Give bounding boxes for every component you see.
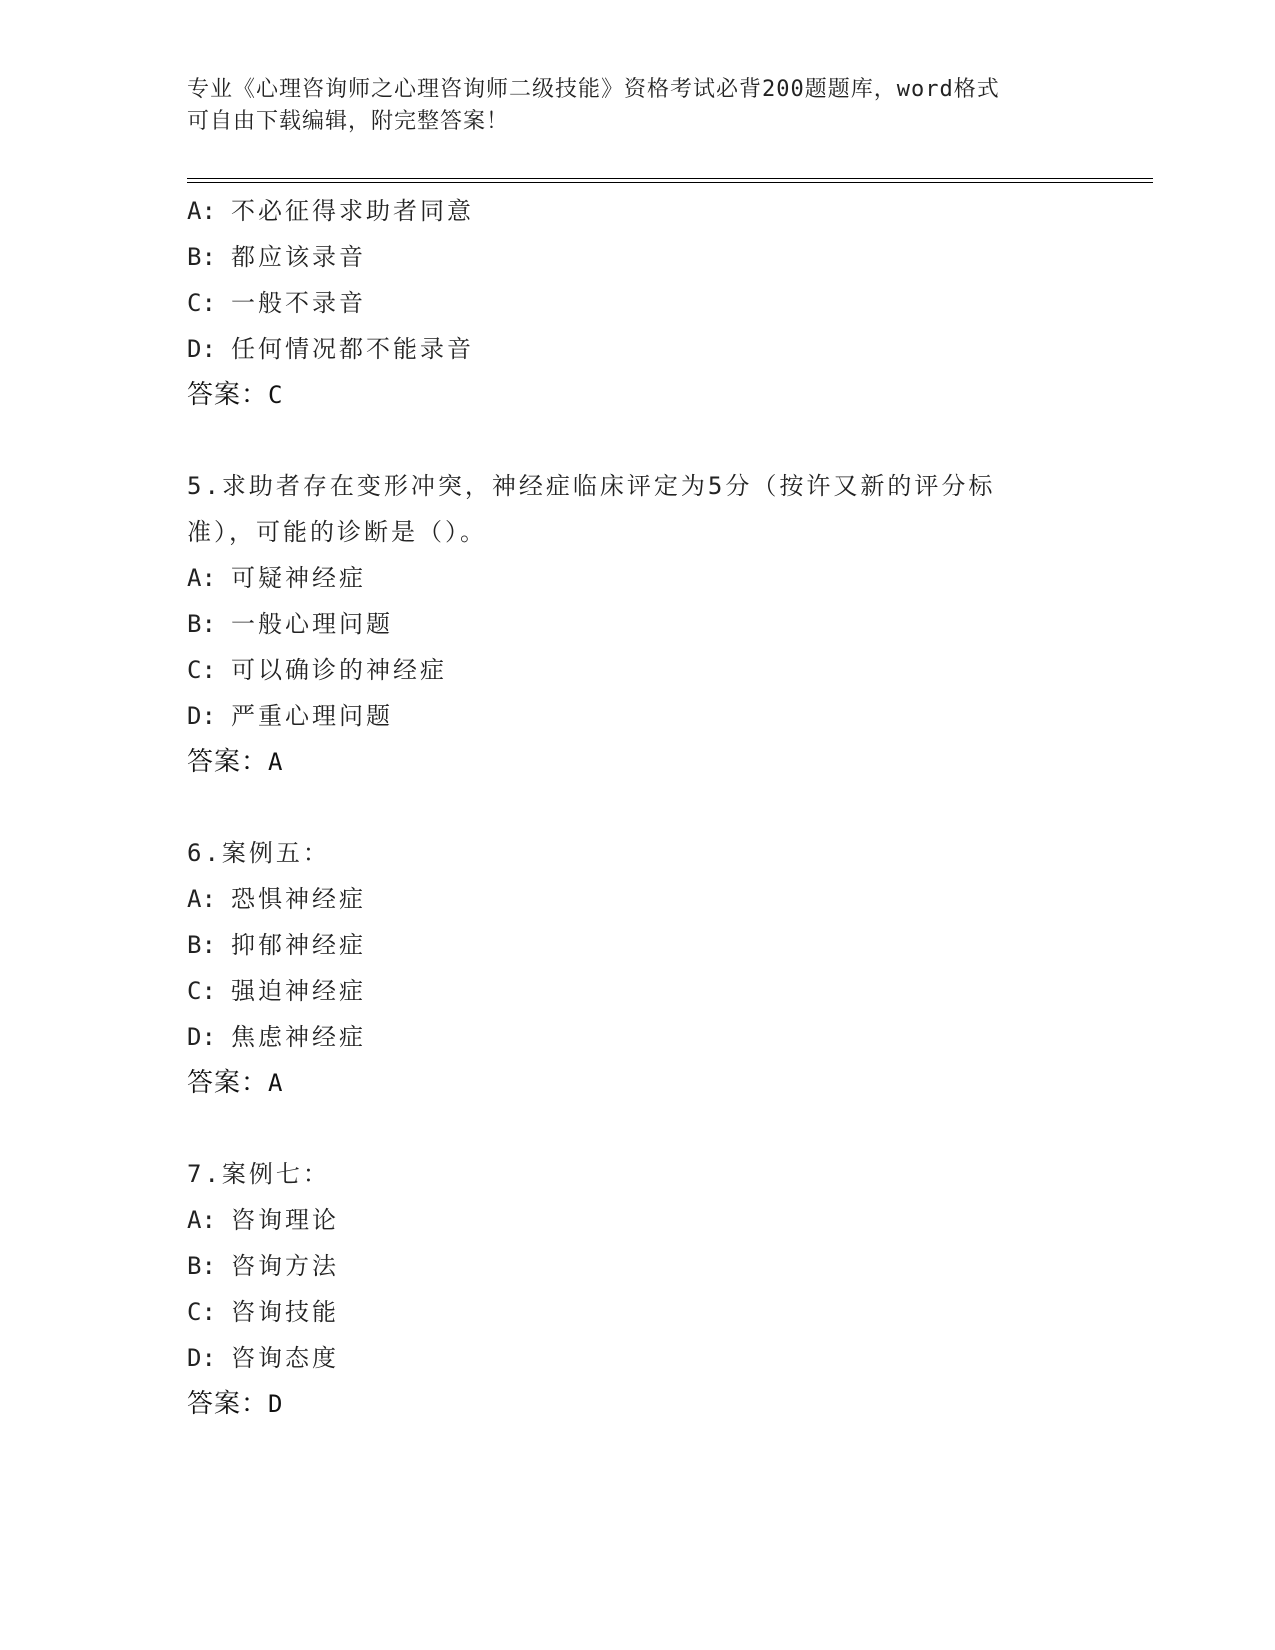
answer-value: A [268, 748, 284, 776]
question-text-line-2: 准），可能的诊断是（）。 [187, 518, 487, 546]
question-text: 7.案例七： [187, 1160, 330, 1188]
question-4 [187, 188, 1087, 418]
option-key: A: [187, 1206, 216, 1234]
option-c [187, 1289, 1087, 1335]
option-key: A: [187, 564, 216, 592]
header-divider-bottom [187, 182, 1153, 183]
question-list [187, 188, 1087, 1427]
option-text: 任何情况都不能录音 [231, 335, 474, 363]
option-b [187, 234, 1087, 280]
question-text-line-1: 5.求助者存在变形冲突，神经症临床评定为5分（按许又新的评分标 [187, 472, 996, 500]
answer-line [187, 1060, 1087, 1106]
option-key: B: [187, 1252, 216, 1280]
answer-label: 答案： [187, 1068, 269, 1098]
option-key: C: [187, 1298, 216, 1326]
option-key: D: [187, 1023, 216, 1051]
option-text: 可以确诊的神经症 [231, 656, 447, 684]
document-header [187, 74, 1067, 138]
option-key: C: [187, 289, 216, 317]
option-c [187, 280, 1087, 326]
option-key: C: [187, 977, 216, 1005]
question-7 [187, 1151, 1087, 1427]
option-key: B: [187, 610, 216, 638]
option-d [187, 693, 1087, 739]
question-spacer [187, 785, 1087, 830]
option-b [187, 601, 1087, 647]
option-d [187, 1335, 1087, 1381]
option-a [187, 188, 1087, 234]
option-key: A: [187, 197, 216, 225]
option-text: 都应该录音 [231, 243, 366, 271]
answer-value: D [268, 1390, 284, 1418]
option-a [187, 1197, 1087, 1243]
option-key: A: [187, 885, 216, 913]
option-d [187, 326, 1087, 372]
option-key: D: [187, 1344, 216, 1372]
answer-value: C [268, 381, 284, 409]
answer-line [187, 372, 1087, 418]
option-key: C: [187, 656, 216, 684]
option-text: 恐惧神经症 [231, 885, 366, 913]
option-key: B: [187, 931, 216, 959]
question-spacer [187, 418, 1087, 463]
answer-label: 答案： [187, 747, 269, 777]
option-text: 咨询理论 [231, 1206, 339, 1234]
option-text: 咨询技能 [231, 1298, 339, 1326]
question-text: 6.案例五： [187, 839, 330, 867]
answer-label: 答案： [187, 380, 269, 410]
option-text: 可疑神经症 [231, 564, 366, 592]
option-key: D: [187, 702, 216, 730]
option-text: 一般不录音 [231, 289, 366, 317]
header-line-1: 专业《心理咨询师之心理咨询师二级技能》资格考试必背200题题库，word格式 [187, 77, 1000, 102]
option-d [187, 1014, 1087, 1060]
answer-line [187, 739, 1087, 785]
option-text: 咨询方法 [231, 1252, 339, 1280]
answer-value: A [268, 1069, 284, 1097]
option-key: B: [187, 243, 216, 271]
option-c [187, 968, 1087, 1014]
option-a [187, 876, 1087, 922]
option-text: 不必征得求助者同意 [231, 197, 474, 225]
option-b [187, 1243, 1087, 1289]
question-spacer [187, 1106, 1087, 1151]
answer-label: 答案： [187, 1389, 269, 1419]
option-c [187, 647, 1087, 693]
question-5 [187, 463, 1087, 785]
option-text: 强迫神经症 [231, 977, 366, 1005]
option-text: 抑郁神经症 [231, 931, 366, 959]
answer-line [187, 1381, 1087, 1427]
question-6 [187, 830, 1087, 1106]
option-text: 一般心理问题 [231, 610, 393, 638]
option-text: 咨询态度 [231, 1344, 339, 1372]
header-divider-top [187, 178, 1153, 179]
option-key: D: [187, 335, 216, 363]
option-text: 严重心理问题 [231, 702, 393, 730]
header-line-2: 可自由下载编辑，附完整答案！ [187, 109, 510, 134]
option-b [187, 922, 1087, 968]
option-a [187, 555, 1087, 601]
option-text: 焦虑神经症 [231, 1023, 366, 1051]
